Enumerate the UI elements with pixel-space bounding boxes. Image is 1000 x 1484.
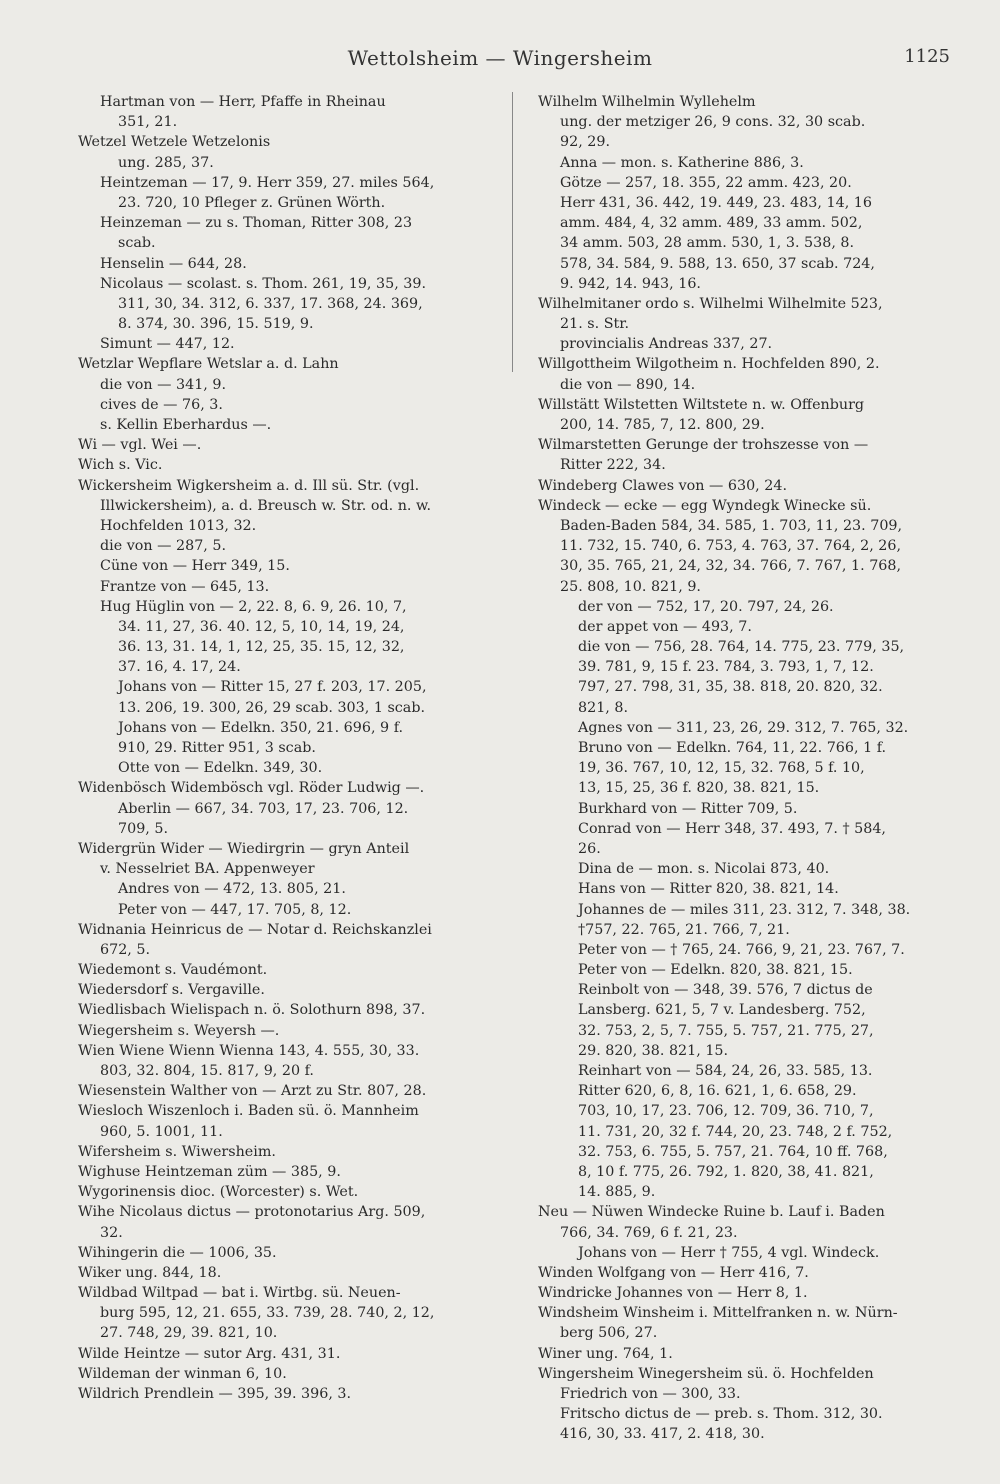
index-line: 32. 753, 6. 755, 5. 757, 21. 764, 10 ff. 768, (578, 1143, 888, 1160)
index-line: 416, 30, 33. 417, 2. 418, 30. (560, 1426, 765, 1443)
index-line: 672, 5. (100, 941, 151, 958)
index-line: ung. der metziger 26, 9 cons. 32, 30 scab. (560, 114, 866, 131)
index-line: Wildbad Wiltpad — bat i. Wirtbg. sü. Neuen- (78, 1285, 401, 1302)
index-line: burg 595, 12, 21. 655, 33. 739, 28. 740, 2, 12, (100, 1305, 435, 1322)
index-line: Hochfelden 1013, 32. (100, 517, 257, 534)
index-line: s. Kellin Eberhardus —. (100, 417, 272, 433)
column-divider (512, 92, 513, 372)
index-line: die von — 341, 9. (100, 376, 227, 393)
index-line: der von — 752, 17, 20. 797, 24, 26. (578, 598, 834, 615)
index-line: Heintzeman — 17, 9. Herr 359, 27. miles 564, (100, 174, 435, 191)
page-header (0, 46, 1000, 76)
index-line: cives de — 76, 3. (100, 396, 223, 413)
index-line: Heinzeman — zu s. Thoman, Ritter 308, 23 (100, 215, 413, 232)
index-line: 578, 34. 584, 9. 588, 13. 650, 37 scab. 724, (560, 255, 875, 272)
index-line: Wiedersdorf s. Vergaville. (78, 982, 265, 999)
index-line: Widnania Heinricus de — Notar d. Reichskanzlei (78, 921, 432, 938)
index-line: Ritter 620, 6, 8, 16. 621, 1, 6. 658, 29. (578, 1083, 857, 1100)
index-line: Conrad von — Herr 348, 37. 493, 7. † 584, (578, 820, 886, 837)
index-line: Simunt — 447, 12. (100, 336, 235, 353)
index-line: †757, 22. 765, 21. 766, 7, 21. (578, 921, 790, 938)
index-line: 19, 36. 767, 10, 12, 15, 32. 768, 5 f. 10, (578, 760, 865, 777)
index-line: Neu — Nüwen Windecke Ruine b. Lauf i. Baden (538, 1204, 885, 1221)
index-line: Wetzel Wetzele Wetzelonis (78, 134, 271, 151)
index-line: Reinhart von — 584, 24, 26, 33. 585, 13. (578, 1063, 873, 1079)
index-line: Friedrich von — 300, 33. (560, 1386, 741, 1402)
index-line: Wilhelm Wilhelmin Wyllehelm (538, 94, 756, 110)
index-line: Otte von — Edelkn. 349, 30. (118, 760, 323, 777)
index-line: amm. 484, 4, 32 amm. 489, 33 amm. 502, (560, 215, 863, 232)
index-line: Fritscho dictus de — preb. s. Thom. 312, 30. (560, 1406, 883, 1423)
index-line: 703, 10, 17, 23. 706, 12. 709, 36. 710, 7, (578, 1103, 874, 1120)
index-line: 34 amm. 503, 28 amm. 530, 1, 3. 538, 8. (560, 235, 855, 252)
index-line: Anna — mon. s. Katherine 886, 3. (560, 154, 804, 171)
index-line: 36. 13, 31. 14, 1, 12, 25, 35. 15, 12, 32, (118, 639, 405, 656)
index-line: Lansberg. 621, 5, 7 v. Landesberg. 752, (578, 1002, 866, 1019)
index-line: Dina de — mon. s. Nicolai 873, 40. (578, 861, 830, 878)
index-line: 37. 16, 4. 17, 24. (118, 659, 241, 676)
index-line: Wildrich Prendlein — 395, 39. 396, 3. (78, 1386, 352, 1402)
index-line: Wihingerin die — 1006, 35. (78, 1244, 277, 1261)
index-line: Windeberg Clawes von — 630, 24. (538, 477, 787, 494)
index-line: 351, 21. (118, 114, 178, 131)
index-line: Wingersheim Winegersheim sü. ö. Hochfelden (538, 1365, 874, 1382)
index-line: 23. 720, 10 Pfleger z. Grünen Wörth. (118, 194, 386, 211)
index-line: Wighuse Heintzeman züm — 385, 9. (78, 1163, 341, 1180)
index-line: Agnes von — 311, 23, 26, 29. 312, 7. 765, 32. (578, 719, 909, 736)
index-line: 25. 808, 10. 821, 9. (560, 578, 701, 595)
index-line: berg 506, 27. (560, 1325, 658, 1342)
right-column (538, 92, 956, 1445)
index-line: Aberlin — 667, 34. 703, 17, 23. 706, 12. (118, 800, 409, 817)
index-line: Wihe Nicolaus dictus — protonotarius Arg. 509, (78, 1204, 426, 1221)
index-line: Cüne von — Herr 349, 15. (100, 558, 290, 575)
index-line: 8. 374, 30. 396, 15. 519, 9. (118, 316, 314, 333)
index-line: Götze — 257, 18. 355, 22 amm. 423, 20. (560, 174, 852, 191)
index-line: Reinbolt von — 348, 39. 576, 7 dictus de (578, 982, 873, 999)
index-line: 34. 11, 27, 36. 40. 12, 5, 10, 14, 19, 24, (118, 618, 405, 635)
index-line: die von — 287, 5. (100, 538, 227, 555)
index-line: Windsheim Winsheim i. Mittelfranken n. w. Nürn- (538, 1305, 898, 1322)
index-line: 29. 820, 38. 821, 15. (578, 1042, 729, 1059)
index-line: Winer ung. 764, 1. (538, 1345, 673, 1362)
index-line: 92, 29. (560, 134, 611, 151)
index-line: 11. 732, 15. 740, 6. 753, 4. 763, 37. 764, 2, 26, (560, 538, 902, 555)
index-line: Nicolaus — scolast. s. Thom. 261, 19, 35, 39. (100, 275, 427, 292)
index-line: 21. s. Str. (560, 316, 630, 333)
index-line: v. Nesselriet BA. Appenweyer (100, 861, 315, 878)
index-line: Illwickersheim), a. d. Breusch w. Str. od. n. w. (100, 497, 432, 514)
index-line: 766, 34. 769, 6 f. 21, 23. (560, 1224, 738, 1241)
index-line: Wilde Heintze — sutor Arg. 431, 31. (78, 1345, 341, 1362)
index-line: Wygorinensis dioc. (Worcester) s. Wet. (78, 1184, 359, 1201)
index-line: Wetzlar Wepflare Wetslar a. d. Lahn (78, 356, 339, 373)
index-line: Wiedlisbach Wielispach n. ö. Solothurn 898, 37. (78, 1002, 426, 1019)
index-line: 803, 32. 804, 15. 817, 9, 20 f. (100, 1063, 314, 1079)
index-line: 32. 753, 2, 5, 7. 755, 5. 757, 21. 775, 27, (578, 1022, 874, 1039)
index-line: 910, 29. Ritter 951, 3 scab. (118, 740, 316, 756)
index-line: Peter von — 447, 17. 705, 8, 12. (118, 901, 352, 918)
index-line: Windeck — ecke — egg Wyndegk Winecke sü. (538, 497, 872, 514)
index-line: ung. 285, 37. (118, 154, 214, 171)
index-line: Wilmarstetten Gerunge der trohszesse von — (538, 437, 869, 454)
index-line: Windricke Johannes von — Herr 8, 1. (538, 1285, 808, 1302)
index-line: Henselin — 644, 28. (100, 255, 247, 272)
index-line: Wien Wiene Wienn Wienna 143, 4. 555, 30, 33. (78, 1042, 420, 1059)
index-line: Johannes de — miles 311, 23. 312, 7. 348, 38. (578, 901, 911, 918)
index-line: Winden Wolfgang von — Herr 416, 7. (538, 1264, 809, 1281)
index-line: Burkhard von — Ritter 709, 5. (578, 800, 798, 817)
index-line: Wilhelmitaner ordo s. Wilhelmi Wilhelmite 523, (538, 295, 883, 312)
index-line: provincialis Andreas 337, 27. (560, 336, 773, 353)
left-column (78, 92, 508, 1404)
index-line: Andres von — 472, 13. 805, 21. (118, 881, 346, 898)
index-line: Baden-Baden 584, 34. 585, 1. 703, 11, 23. 709, (560, 517, 903, 534)
index-line: 27. 748, 29, 39. 821, 10. (100, 1325, 278, 1342)
page-number: 1125 (904, 46, 950, 67)
index-line: Wiker ung. 844, 18. (78, 1264, 222, 1281)
index-line: 26. (578, 840, 601, 857)
index-line: 30, 35. 765, 21, 24, 32, 34. 766, 7. 767, 1. 768, (560, 558, 902, 575)
index-line: Widenbösch Widembösch vgl. Röder Ludwig —. (78, 780, 425, 797)
index-line: 960, 5. 1001, 11. (100, 1123, 223, 1140)
index-line: Peter von — † 765, 24. 766, 9, 21, 23. 767, 7. (578, 941, 905, 958)
index-line: 200, 14. 785, 7, 12. 800, 29. (560, 417, 765, 433)
index-line: 9. 942, 14. 943, 16. (560, 275, 701, 292)
index-line: Willstätt Wilstetten Wiltstete n. w. Offenburg (538, 396, 865, 413)
index-line: der appet von — 493, 7. (578, 618, 752, 635)
index-line: 11. 731, 20, 32 f. 744, 20, 23. 748, 2 f. 752, (578, 1123, 893, 1140)
index-line: Peter von — Edelkn. 820, 38. 821, 15. (578, 962, 853, 979)
index-line: die von — 756, 28. 764, 14. 775, 23. 779, 35, (578, 639, 905, 656)
index-line: die von — 890, 14. (560, 376, 696, 393)
index-line: Wiesloch Wiszenloch i. Baden sü. ö. Mannheim (78, 1103, 419, 1120)
page-title: Wettolsheim — Wingersheim (347, 46, 653, 70)
index-line: Wiegersheim s. Weyersh —. (78, 1022, 280, 1039)
index-line: Wiesenstein Walther von — Arzt zu Str. 807, 28. (78, 1083, 427, 1100)
index-line: Wich s. Vic. (78, 457, 163, 474)
index-line: 13, 15, 25, 36 f. 820, 38. 821, 15. (578, 780, 820, 797)
index-line: Johans von — Herr † 755, 4 vgl. Windeck. (578, 1244, 880, 1261)
index-line: Wifersheim s. Wiwersheim. (78, 1143, 276, 1160)
index-line: Bruno von — Edelkn. 764, 11, 22. 766, 1 f. (578, 740, 887, 756)
index-line: Wickersheim Wigkersheim a. d. Ill sü. Str. (vgl. (78, 477, 420, 494)
index-line: Frantze von — 645, 13. (100, 578, 270, 595)
index-line: Widergrün Wider — Wiedirgrin — gryn Anteil (78, 840, 410, 857)
index-line: scab. (118, 235, 156, 252)
index-line: Ritter 222, 34. (560, 457, 666, 474)
index-line: 32. (100, 1224, 123, 1241)
index-line: Wiedemont s. Vaudémont. (78, 962, 268, 979)
index-line: 13. 206, 19. 300, 26, 29 scab. 303, 1 scab. (118, 699, 426, 716)
index-line: 14. 885, 9. (578, 1184, 656, 1201)
index-line: Johans von — Ritter 15, 27 f. 203, 17. 205, (118, 679, 427, 696)
index-line: Wildeman der winman 6, 10. (78, 1365, 287, 1382)
index-line: 311, 30, 34. 312, 6. 337, 17. 368, 24. 369, (118, 295, 423, 312)
index-line: Herr 431, 36. 442, 19. 449, 23. 483, 14, 16 (560, 194, 872, 211)
index-line: Hartman von — Herr, Pfaffe in Rheinau (100, 94, 386, 110)
index-line: 797, 27. 798, 31, 35, 38. 818, 20. 820, 32. (578, 679, 883, 696)
index-line: Hug Hüglin von — 2, 22. 8, 6. 9, 26. 10, 7, (100, 598, 407, 615)
index-line: 39. 781, 9, 15 f. 23. 784, 3. 793, 1, 7, 12. (578, 659, 874, 676)
index-line: Johans von — Edelkn. 350, 21. 696, 9 f. (118, 719, 404, 736)
index-line: Willgottheim Wilgotheim n. Hochfelden 890, 2. (538, 356, 880, 373)
index-line: Wi — vgl. Wei —. (78, 437, 202, 454)
index-line: 709, 5. (118, 820, 169, 837)
index-line: 8, 10 f. 775, 26. 792, 1. 820, 38, 41. 821, (578, 1163, 874, 1180)
index-line: 821, 8. (578, 699, 629, 716)
index-line: Hans von — Ritter 820, 38. 821, 14. (578, 881, 839, 898)
